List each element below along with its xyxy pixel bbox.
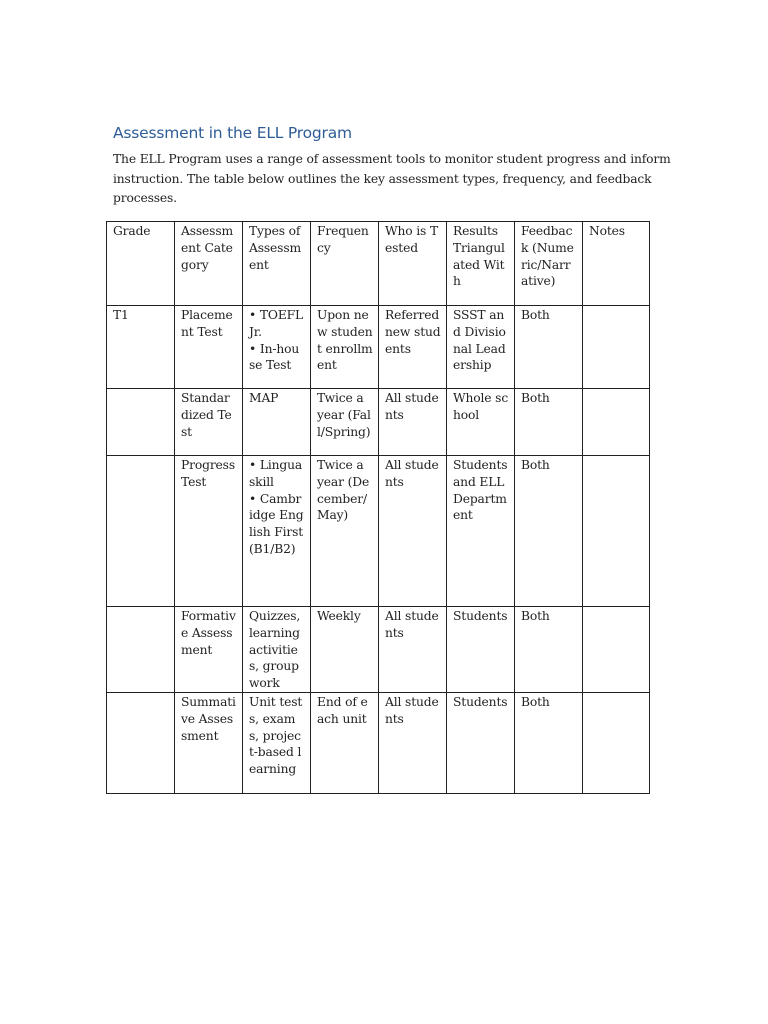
cell-feedback: Both [515, 607, 583, 693]
cell-feedback: Both [515, 456, 583, 607]
cell-feedback: Both [515, 389, 583, 456]
cell-grade: T1 [107, 306, 175, 389]
table-row [107, 607, 650, 693]
cell-notes [583, 306, 650, 389]
assessment-type-item: Quizzes, learning activities, group work [249, 609, 301, 691]
cell-category: Standardized Test [175, 389, 243, 456]
header-cell-triangulated: Results Triangulated With [447, 222, 515, 306]
assessment-type-item: • TOEFL Jr. [249, 308, 304, 339]
cell-category: Summative Assessment [175, 692, 243, 793]
cell-types [243, 456, 311, 607]
cell-who: All students [379, 389, 447, 456]
header-cell-grade: Grade [107, 222, 175, 306]
cell-triangulated: Whole school [447, 389, 515, 456]
cell-feedback: Both [515, 306, 583, 389]
assessment-type-item: • In-house Test [249, 341, 300, 373]
header-cell-notes: Notes [583, 222, 650, 306]
cell-who: All students [379, 456, 447, 607]
cell-notes [583, 692, 650, 793]
cell-feedback: Both [515, 692, 583, 793]
assessment-table [106, 221, 650, 794]
table-row [107, 692, 650, 793]
cell-category: Formative Assessment [175, 607, 243, 693]
header-cell-category: Assessment Category [175, 222, 243, 306]
cell-frequency: Upon new student enrollment [311, 306, 379, 389]
cell-who: All students [379, 607, 447, 693]
cell-triangulated: Students [447, 692, 515, 793]
cell-grade [107, 692, 175, 793]
cell-types [243, 692, 311, 793]
header-cell-feedback: Feedback (Numeric/Narrative) [515, 222, 583, 306]
cell-triangulated: Students and ELL Department [447, 456, 515, 607]
cell-types [243, 389, 311, 456]
cell-grade [107, 456, 175, 607]
intro-line: processes. [113, 191, 177, 205]
cell-triangulated: Students [447, 607, 515, 693]
table-row [107, 456, 650, 607]
assessment-type-item: • Cambridge English First (B1/B2) [249, 491, 304, 556]
cell-category: Progress Test [175, 456, 243, 607]
intro-paragraph [113, 150, 671, 209]
table-row [107, 389, 650, 456]
cell-category: Placement Test [175, 306, 243, 389]
cell-who: Referred new students [379, 306, 447, 389]
cell-grade [107, 389, 175, 456]
cell-grade [107, 607, 175, 693]
cell-frequency: Weekly [311, 607, 379, 693]
table-row [107, 306, 650, 389]
cell-frequency: Twice a year (Fall/Spring) [311, 389, 379, 456]
cell-triangulated: SSST and Divisional Leadership [447, 306, 515, 389]
intro-line: instruction. The table below outlines the key assessment types, frequency, and feedback [113, 171, 652, 186]
cell-types [243, 607, 311, 693]
header-cell-types: Types of Assessment [243, 222, 311, 306]
cell-notes [583, 456, 650, 607]
section-heading: Assessment in the ELL Program [113, 124, 352, 142]
header-cell-frequency: Frequency [311, 222, 379, 306]
cell-types [243, 306, 311, 389]
cell-frequency: End of each unit [311, 692, 379, 793]
cell-who: All students [379, 692, 447, 793]
cell-notes [583, 607, 650, 693]
header-cell-who: Who is Tested [379, 222, 447, 306]
intro-line: The ELL Program uses a range of assessment tools to monitor student progress and inform [113, 152, 671, 166]
cell-frequency: Twice a year (December/May) [311, 456, 379, 607]
assessment-type-item: • Linguaskill [249, 458, 303, 489]
table-header-row [107, 222, 650, 306]
cell-notes [583, 389, 650, 456]
assessment-type-item: MAP [249, 391, 279, 405]
assessment-type-item: Unit tests, exams, project-based learning [249, 694, 303, 777]
